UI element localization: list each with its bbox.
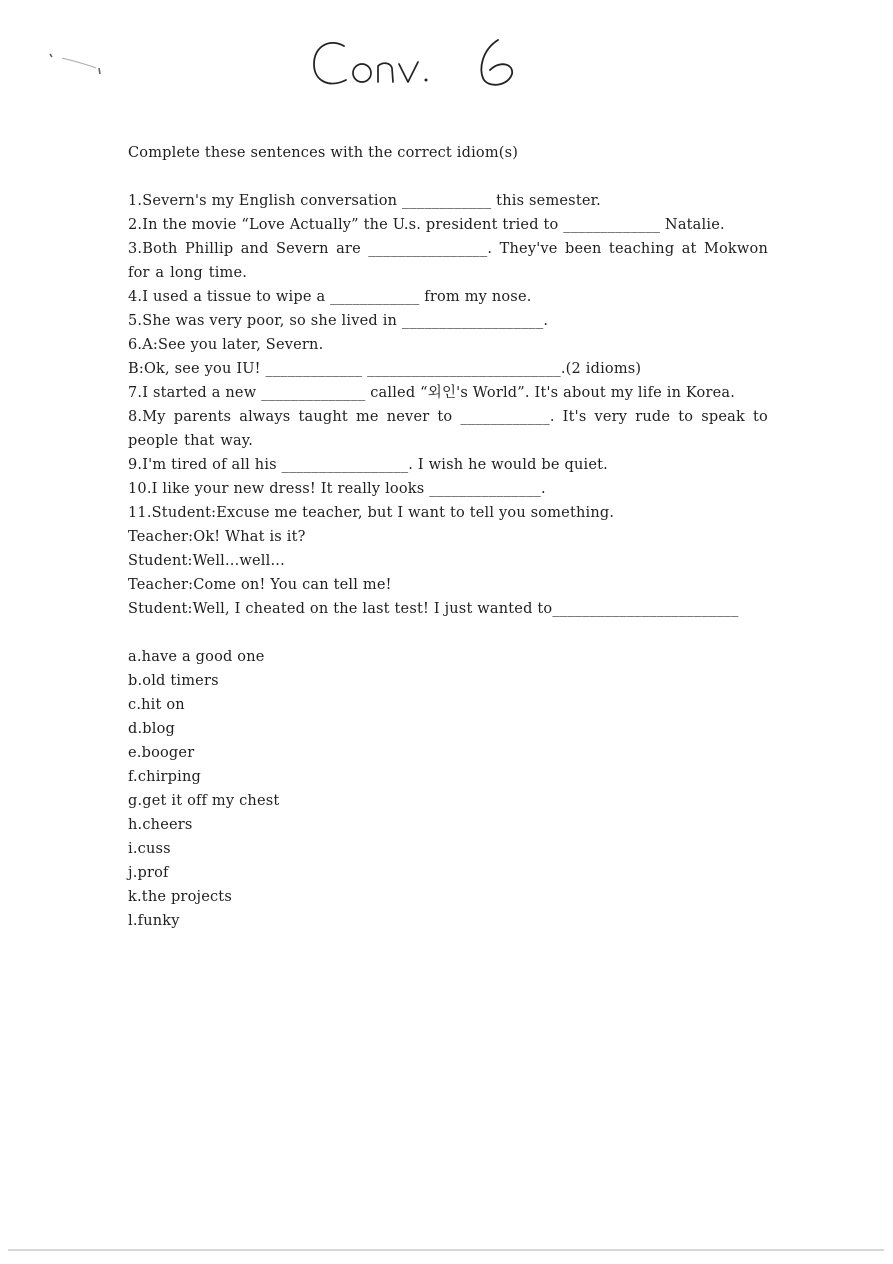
question-2: 2.In the movie “Love Actually” the U.s. president tried to _____________ Natalie. [128, 217, 725, 233]
question-11d: Teacher:Come on! You can tell me! [128, 577, 392, 593]
question-11b: Teacher:Ok! What is it? [128, 529, 306, 545]
option-b: b.old timers [128, 673, 219, 689]
question-11e: Student:Well, I cheated on the last test! I just wanted to_________________________ [128, 601, 739, 617]
question-6b: B:Ok, see you IU! _____________ __________________________.(2 idioms) [128, 361, 642, 377]
option-g: g.get it off my chest [128, 793, 280, 809]
option-e: e.booger [128, 745, 195, 761]
question-list [128, 189, 768, 621]
option-d: d.blog [128, 721, 176, 737]
instruction-text: Complete these sentences with the correct idiom(s) [128, 145, 519, 161]
option-i: i.cuss [128, 841, 171, 857]
question-5: 5.She was very poor, so she lived in ___________________. [128, 313, 549, 329]
question-9: 9.I'm tired of all his _________________. I wish he would be quiet. [128, 457, 608, 473]
option-j: j.prof [128, 865, 169, 881]
idiom-options-list [128, 645, 768, 933]
option-l: l.funky [128, 913, 180, 929]
question-1: 1.Severn's my English conversation ____________ this semester. [128, 193, 601, 209]
question-4: 4.I used a tissue to wipe a ____________ from my nose. [128, 289, 532, 305]
question-8: 8.My parents always taught me never to ____________. It's very rude to speak to people that way. [128, 409, 768, 449]
question-3: 3.Both Phillip and Severn are ________________. They've been teaching at Mokwon for a long time. [128, 241, 768, 281]
handwritten-title-text: Conv. 6 [300, 30, 304, 31]
worksheet-content [128, 141, 768, 933]
option-h: h.cheers [128, 817, 193, 833]
question-10: 10.I like your new dress! It really looks _______________. [128, 481, 546, 497]
handwritten-title [300, 30, 540, 100]
question-11a: 11.Student:Excuse me teacher, but I want to tell you something. [128, 505, 615, 521]
option-a: a.have a good one [128, 649, 265, 665]
option-k: k.the projects [128, 889, 232, 905]
question-7: 7.I started a new ______________ called “외인's World”. It's about my life in Korea. [128, 385, 736, 401]
question-6a: 6.A:See you later, Severn. [128, 337, 324, 353]
option-f: f.chirping [128, 769, 202, 785]
scan-edge-line [8, 1249, 884, 1251]
option-c: c.hit on [128, 697, 185, 713]
question-11c: Student:Well...well... [128, 553, 285, 569]
scan-mark [44, 48, 114, 76]
